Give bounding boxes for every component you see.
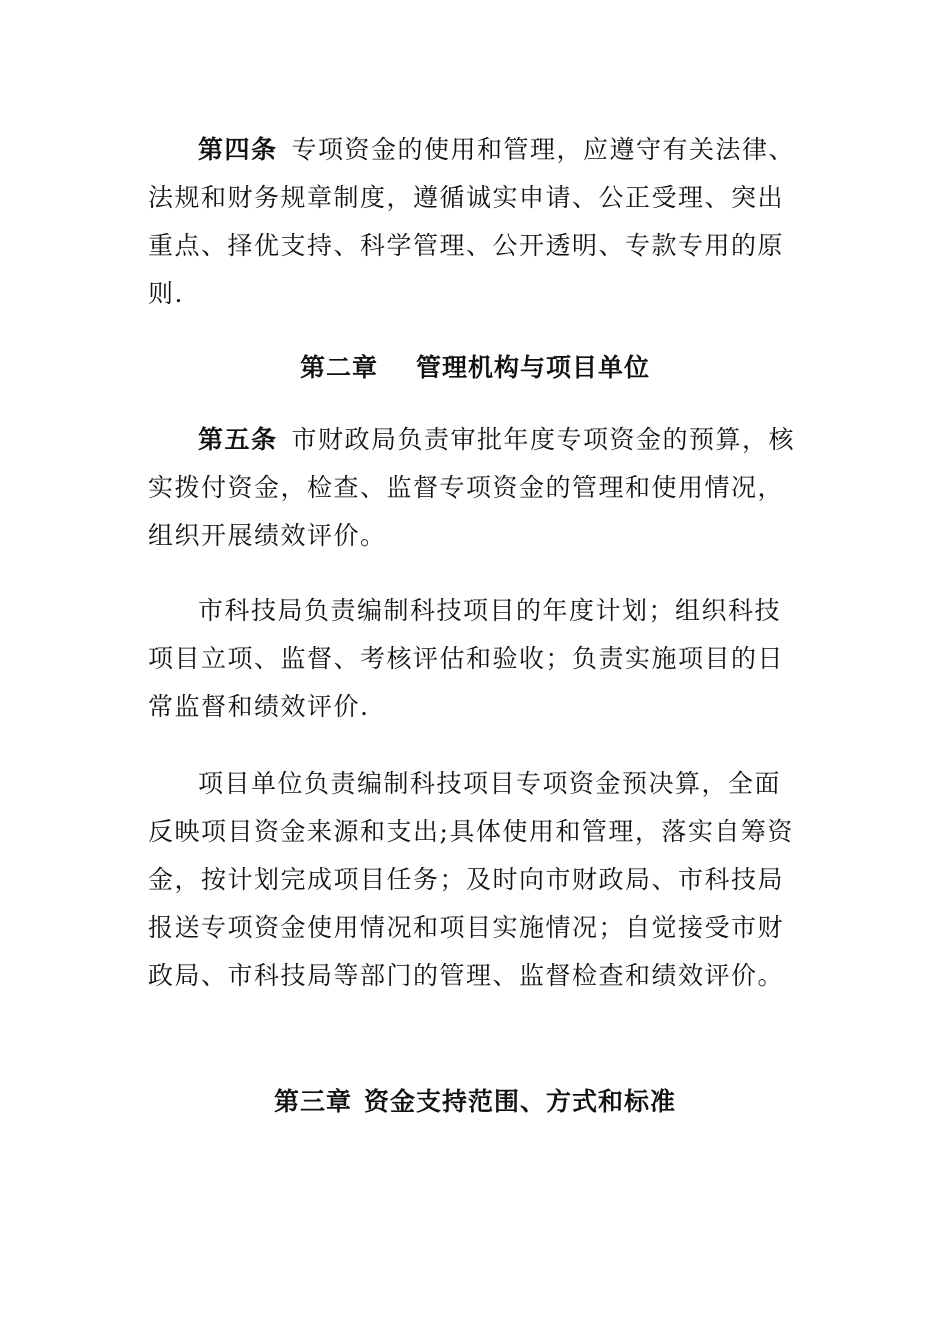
chapter-3-number: 第三章 [273,1087,352,1116]
chapter-3-title: 资金支持范围、方式和标准 [364,1087,677,1116]
chapter-2-title: 管理机构与项目单位 [416,353,651,382]
chapter-2-heading [0,350,950,386]
project-units-paragraph [148,760,798,1000]
chapter-2-number: 第二章 [299,353,378,382]
article-5-text: 市财政局负责审批年度专项资金的预算，核实拨付资金，检查、监督专项资金的管理和使用情况，组织开展绩效评价。 [148,425,796,550]
tech-bureau-paragraph [148,587,798,731]
tech-bureau-text: 市科技局负责编制科技项目的年度计划；组织科技项目立项、监督、考核评估和验收；负责实施项目的日常监督和绩效评价. [148,596,785,721]
chapter-3-heading [0,1084,950,1120]
article-4-paragraph [148,126,798,318]
article-4-text: 专项资金的使用和管理，应遵守有关法律、法规和财务规章制度，遵循诚实申请、公正受理、突出重点、择优支持、科学管理、公开透明、专款专用的原则. [148,135,796,308]
project-units-text: 项目单位负责编制科技项目专项资金预决算，全面反映项目资金来源和支出;具体使用和管理，落实自筹资金，按计划完成项目任务；及时向市财政局、市科技局报送专项资金使用情况和项目实施情况；自觉接受市财政局、市科技局等部门的管理、监督检查和绩效评价。 [148,769,794,990]
article-4-label: 第四条 [198,135,278,164]
article-5-label: 第五条 [198,425,278,454]
article-5-paragraph [148,416,798,560]
